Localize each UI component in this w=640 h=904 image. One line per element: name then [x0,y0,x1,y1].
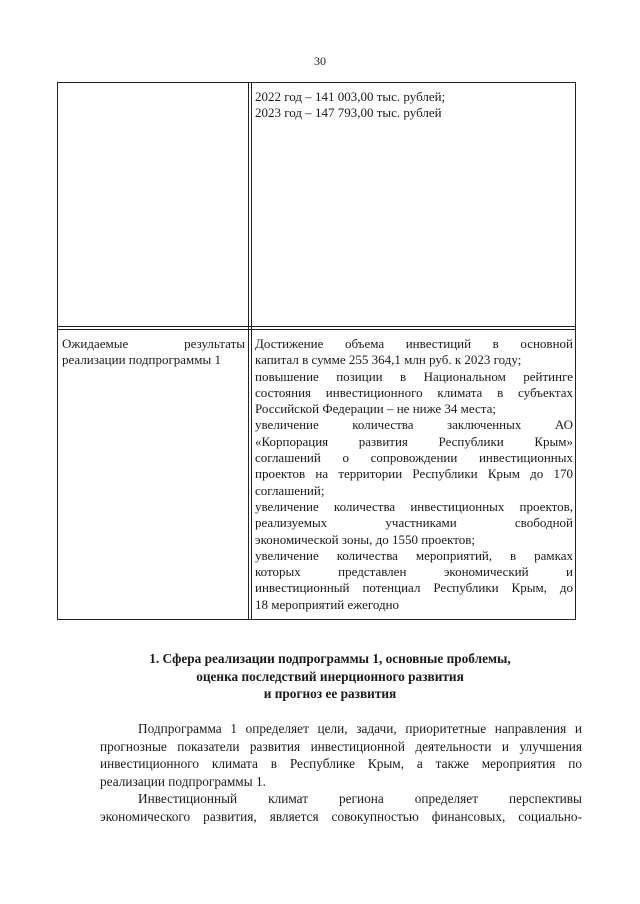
results-line: повышение позиции в Национальном рейтинге [255,368,573,384]
table-row-divider [58,326,575,330]
results-line: экономической зоны, до 1550 проектов; [255,531,476,547]
results-label-line: Ожидаемые результаты [62,336,245,351]
table-column-divider [248,83,252,619]
paragraph-line: прогнозные показатели развития инвестиционной деятельности и улучшения [100,738,582,754]
results-line: «Корпорация развития Республики Крым» [255,433,573,449]
funding-cell [255,89,573,122]
paragraph-line: экономического развития, является совокупностью финансовых, социально- [100,808,582,824]
results-line: увеличение количества мероприятий, в рамках [255,547,573,563]
page-number: 30 [314,54,326,68]
results-line: которых представлен экономический и [255,564,573,580]
section-heading [80,650,580,703]
results-line: Российской Федерации – не ниже 34 места; [255,401,496,417]
paragraph-line: инвестиционного климата в Республике Крым, а также мероприятия по [100,756,582,772]
section-heading-line: и прогноз ее развития [263,686,397,701]
paragraph-line: Инвестиционный климат региона определяет перспективы [138,791,582,807]
results-line: соглашений о сопровождении инвестиционных [255,450,573,466]
funding-line-2022: 2022 год – 141 003,00 тыс. рублей; [255,89,446,104]
expected-results-cell [255,336,573,613]
section-heading-line: оценка последствий инерционного развития [196,668,464,684]
paragraph-line: Подпрограмма 1 определяет цели, задачи, приоритетные направления и [138,721,582,736]
results-line: Достижение объема инвестиций в основной [255,336,573,351]
results-line: увеличение количества заключенных АО [255,417,573,433]
results-line: состояния инвестиционного климата в субъектах [255,384,573,400]
paragraph-line: реализации подпрограммы 1. [100,773,266,789]
results-line: увеличение количества инвестиционных проектов, [255,498,573,514]
results-label-cell [62,336,245,369]
funding-line-2023: 2023 год – 147 793,00 тыс. рублей [255,105,442,121]
subprogram-passport-table [57,82,576,620]
section-heading-line: 1. Сфера реализации подпрограммы 1, основные проблемы, [149,651,511,666]
section-body [100,720,582,826]
results-line: реализуемых участниками свободной [255,515,573,531]
results-line: 18 мероприятий ежегодно [255,596,400,612]
results-line: капитал в сумме 255 364,1 млн руб. к 2023 году; [255,352,522,368]
results-line: соглашений; [255,482,325,498]
results-label-line: реализации подпрограммы 1 [62,352,221,368]
results-line: инвестиционный потенциал Республики Крым, до [255,580,573,596]
results-line: проектов на территории Республики Крым до 170 [255,466,573,482]
